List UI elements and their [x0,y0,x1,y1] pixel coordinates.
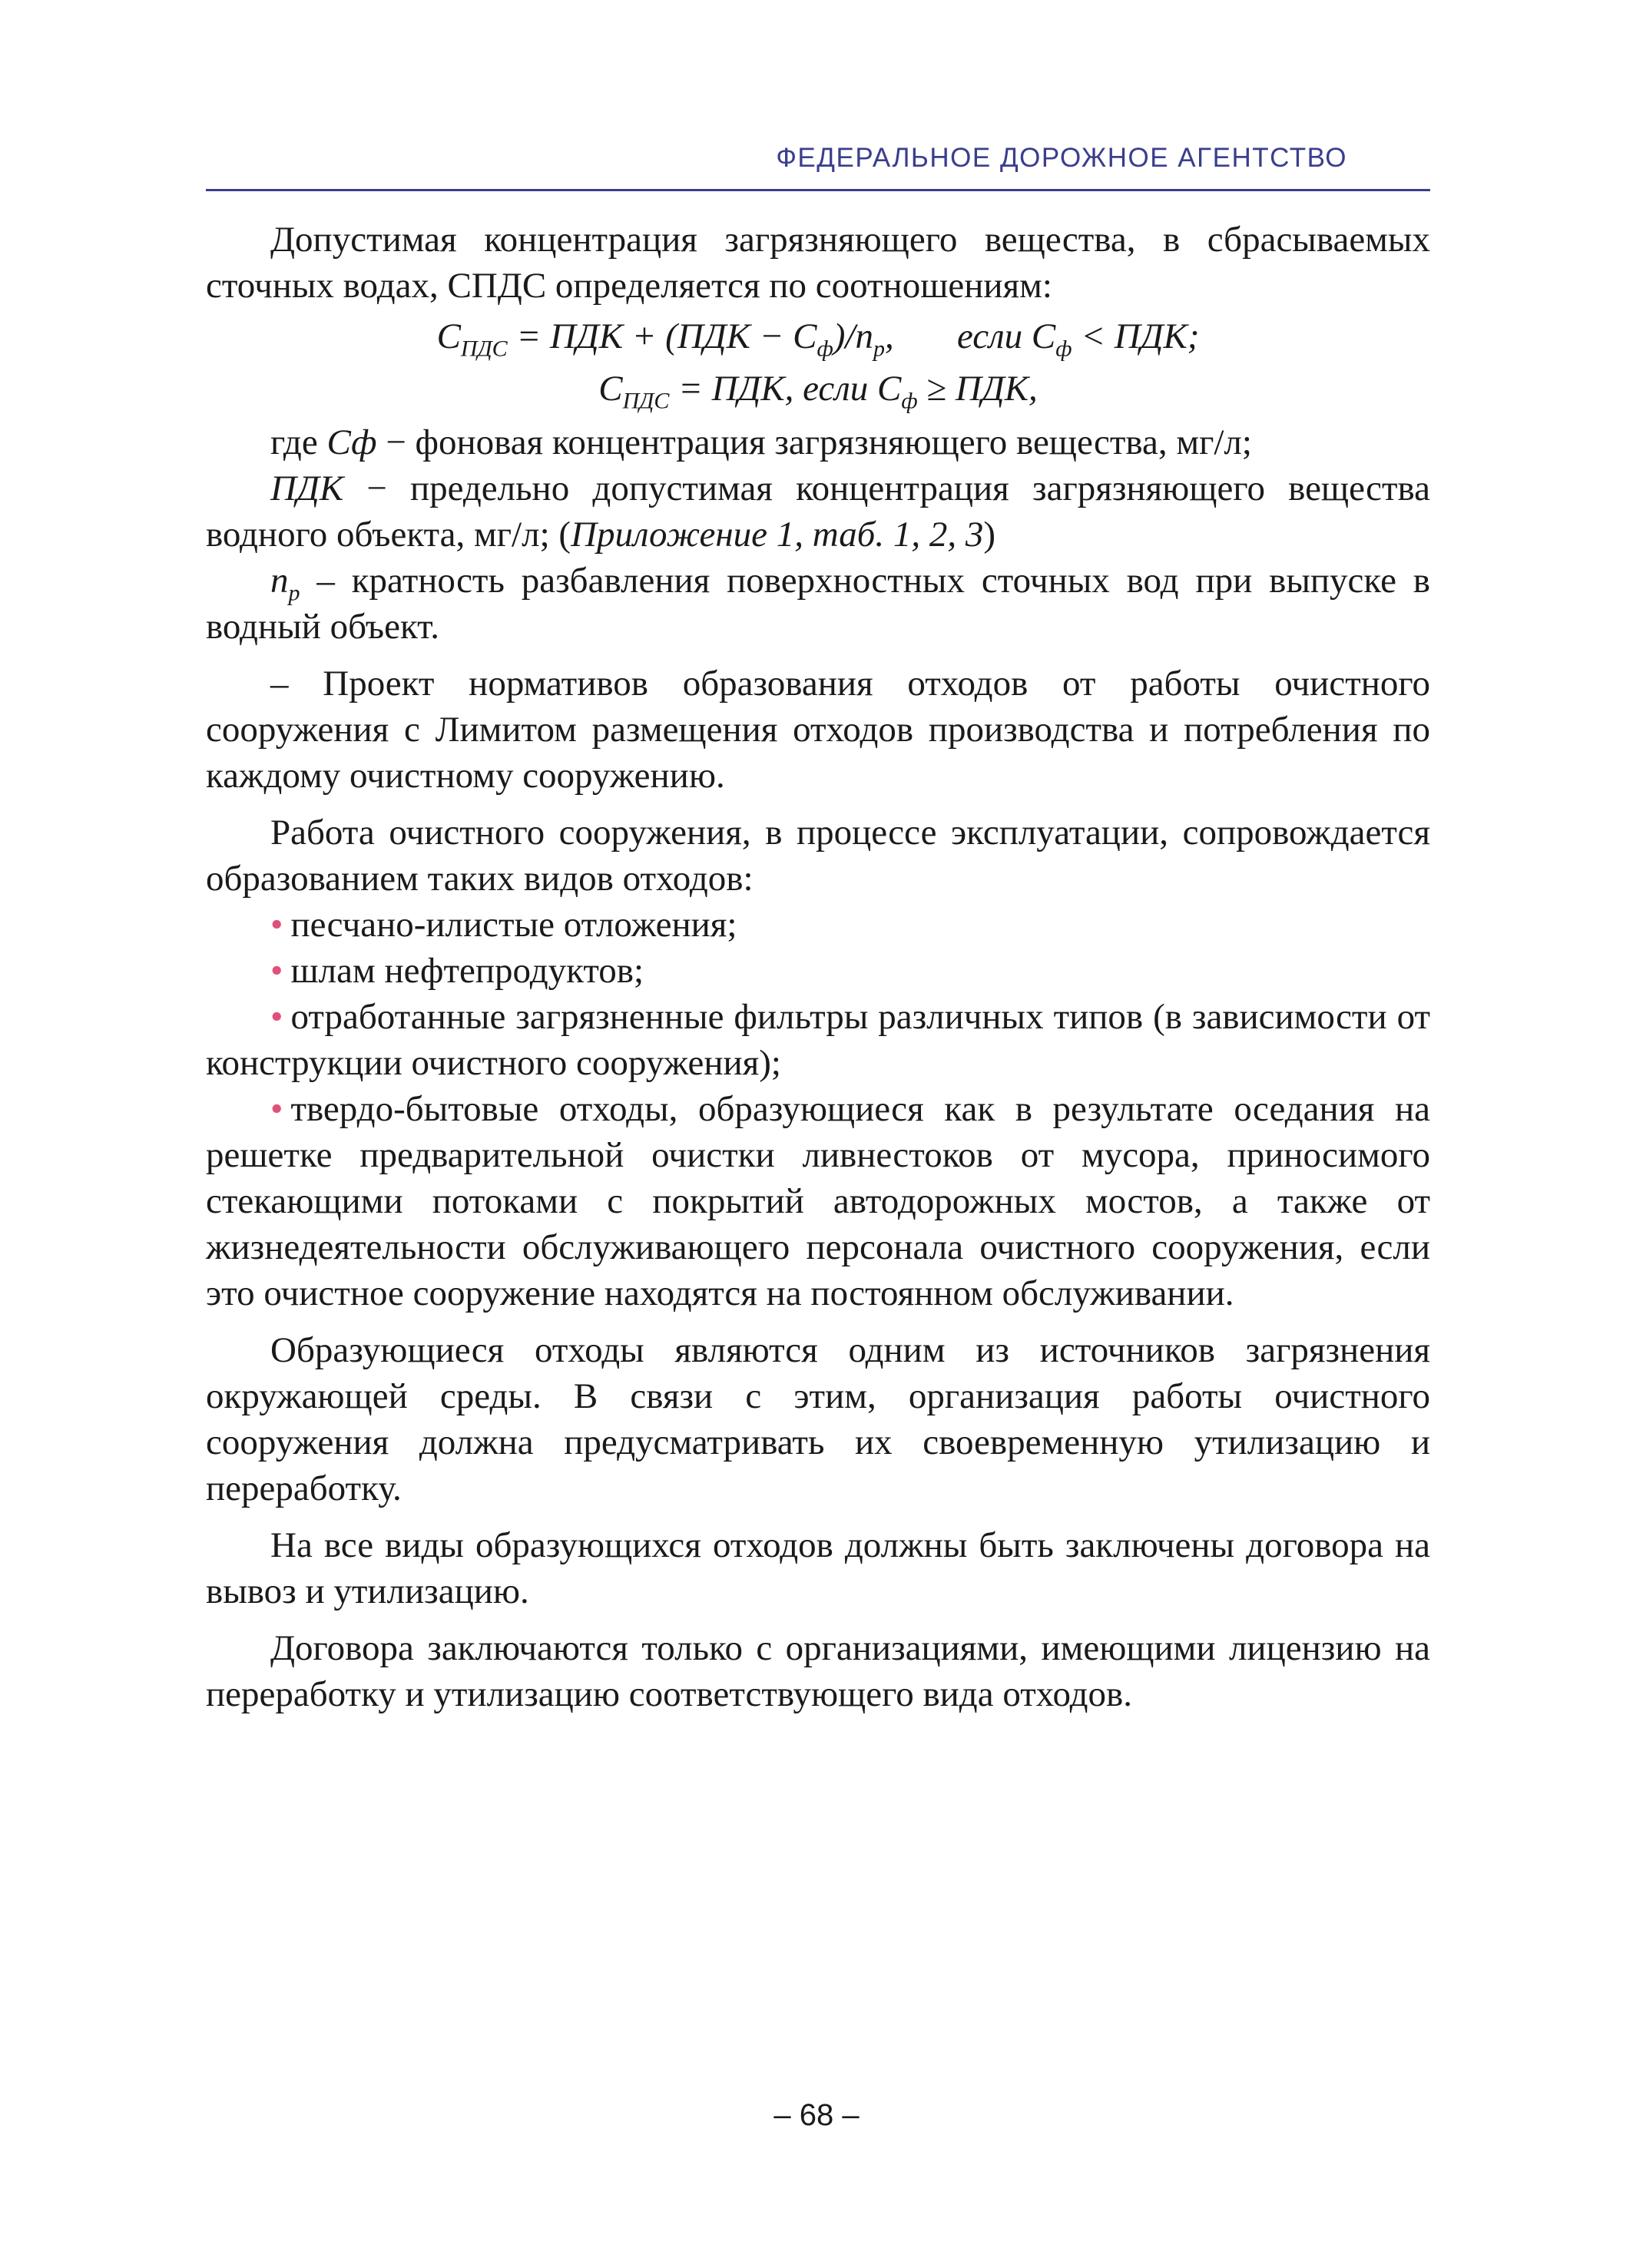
paragraph-project: – Проект нормативов образования отходов от работы очистного сооружения с Лимитом размещения отходов производства и потребления по каждому очистному сооружению. [206,664,1430,796]
formula-line-2: $C_{ПДС}$ = ПДК, если $C_ф$ ≥ ПДК, [598,369,1038,414]
paragraph-license: Договора заключаются только с организациями, имеющими лицензию на переработку и утилизацию соответствующего вида отходов. [206,1628,1430,1714]
running-header: ФЕДЕРАЛЬНОЕ ДОРОЖНОЕ АГЕНТСТВО [776,143,1347,173]
page-body [206,217,1430,1717]
list-item: • шлам нефтепродуктов; [270,951,644,991]
paragraph-intro: Допустимая концентрация загрязняющего вещества, в сбрасываемых сточных водах, СПДС определяется по соотношениям: [206,220,1430,306]
paragraph-pdk: ПДК − предельно допустимая концентрация загрязняющего вещества водного объекта, мг/л; (Приложение 1, таб. 1, 2, 3) [206,468,1430,555]
list-item: • песчано-илистые отложения; [270,905,737,945]
bullet-dot-icon: • [270,997,283,1037]
bullet-dot-icon: • [270,951,283,991]
bullet-dot-icon: • [270,1089,283,1129]
formula-line-1: $C_{ПДС}$ = ПДК + $(ПДК - C_ф)/n_p$, если $C_ф$ < ПДК; [436,316,1200,362]
formula-block [206,310,1430,415]
page-number: – 68 – [773,2098,860,2132]
bullet-dot-icon: • [270,905,283,945]
paragraph-work: Работа очистного сооружения, в процессе эксплуатации, сопровождается образованием таких видов отходов: [206,813,1430,899]
list-item: • твердо-бытовые отходы, образующиеся как в результате оседания на решетке предварительной очистки ливнестоков от мусора, приносимого стекающими потоками с покрытий автодорожных мостов, а также от жизнедеятельности обслуживающего персонала очистного сооружения, если это очистное сооружение находятся на постоянном обслуживании. [206,1089,1430,1313]
paragraph-waste: Образующиеся отходы являются одним из источников загрязнения окружающей среды. В связи с этим, организация работы очистного сооружения должна предусматривать их своевременную утилизацию и переработку. [206,1330,1430,1508]
header-rule [206,189,1430,191]
list-item: • отработанные загрязненные фильтры различных типов (в зависимости от конструкции очистного сооружения); [206,997,1430,1083]
paragraph-background-concentration: где Сф − фоновая концентрация загрязняющего вещества, мг/л; [270,422,1252,462]
paragraph-contracts: На все виды образующихся отходов должны быть заключены договора на вывоз и утилизацию. [206,1525,1430,1611]
paragraph-dilution: $n_p$ – кратность разбавления поверхностных сточных вод при выпуске в водный объект. [206,561,1430,647]
